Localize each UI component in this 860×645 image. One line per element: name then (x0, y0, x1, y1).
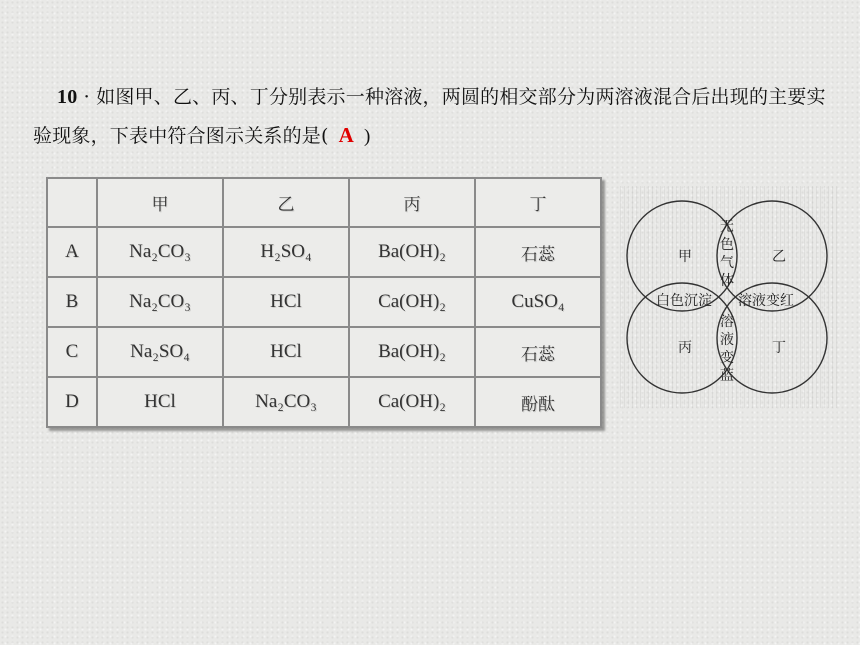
table-row (47, 327, 601, 377)
option-label: B (47, 277, 97, 327)
overlap-jia-yi-char: 无 (720, 219, 734, 235)
cell-jia: Na₂CO₃ (97, 277, 223, 327)
label-yi: 乙 (772, 249, 786, 265)
header-bing: 丙 (349, 178, 475, 227)
table-row (47, 377, 601, 427)
cell-yi: HCl (223, 327, 349, 377)
cell-yi: HCl (223, 277, 349, 327)
cell-ding: CuSO₄ (475, 277, 601, 327)
table-header-row (47, 178, 601, 227)
answer-letter: A (338, 123, 354, 147)
venn-svg (620, 186, 840, 408)
option-label: A (47, 227, 97, 277)
label-bing: 丙 (678, 340, 692, 356)
header-empty (47, 178, 97, 227)
cell-yi: Na₂CO₃ (223, 377, 349, 427)
cell-jia: HCl (97, 377, 223, 427)
table-row (47, 227, 601, 277)
question-close-paren: ) (364, 126, 371, 147)
overlap-bing-ding-char: 蓝 (720, 368, 734, 384)
overlap-bing-ding-char: 变 (720, 350, 734, 366)
options-table (46, 177, 602, 428)
question-number: 10 (57, 86, 78, 108)
venn-diagram (620, 186, 840, 408)
question-stem: 如图甲、乙、丙、丁分别表示一种溶液，两圆的相交部分为两溶液混合后出现的主要实验现象，下表中符合图示关系的是( (33, 86, 826, 147)
cell-bing: Ba(OH)₂ (349, 227, 475, 277)
label-ding: 丁 (772, 340, 786, 356)
option-label: D (47, 377, 97, 427)
overlap-yi-ding: 溶液变红 (738, 293, 794, 309)
header-yi: 乙 (223, 178, 349, 227)
question-separator: · (83, 86, 90, 108)
label-jia: 甲 (678, 249, 692, 265)
overlap-bing-ding-char: 液 (720, 332, 734, 348)
cell-ding: 酚酞 (475, 377, 601, 427)
option-label: C (47, 327, 97, 377)
cell-jia: Na₂SO₄ (97, 327, 223, 377)
overlap-bing-ding-char: 溶 (720, 314, 734, 330)
cell-ding: 石蕊 (475, 227, 601, 277)
question-text (33, 78, 833, 156)
header-ding: 丁 (475, 178, 601, 227)
overlap-jia-yi-char: 气 (720, 255, 734, 271)
cell-bing: Ba(OH)₂ (349, 327, 475, 377)
header-jia: 甲 (97, 178, 223, 227)
cell-jia: Na₂CO₃ (97, 227, 223, 277)
cell-bing: Ca(OH)₂ (349, 277, 475, 327)
overlap-jia-yi-char: 色 (720, 237, 734, 253)
cell-yi: H₂SO₄ (223, 227, 349, 277)
cell-bing: Ca(OH)₂ (349, 377, 475, 427)
table-row (47, 277, 601, 327)
overlap-jia-bing: 白色沉淀 (656, 293, 712, 309)
overlap-jia-yi-char: 体 (720, 273, 734, 289)
cell-ding: 石蕊 (475, 327, 601, 377)
